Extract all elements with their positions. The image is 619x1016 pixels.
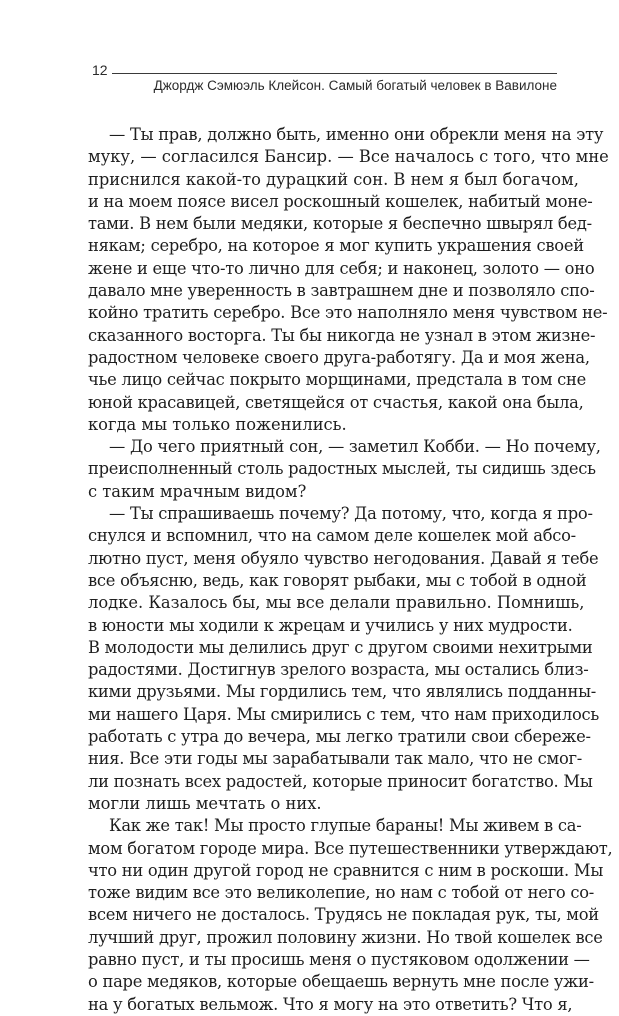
text-line: койно тратить серебро. Все это наполняло меня чувством не- <box>88 303 608 323</box>
text-line: работать с утра до вечера, мы легко тратили свои сбереже- <box>88 727 591 747</box>
text-line: някам; серебро, на которое я мог купить украшения своей <box>88 236 584 256</box>
text-line: когда мы только поженились. <box>88 414 347 434</box>
text-line: могли лишь мечтать о них. <box>88 793 322 813</box>
text-line: все объясню, ведь, как говорят рыбаки, мы с тобой в одной <box>88 570 587 590</box>
text-line: Как же так! Мы просто глупые бараны! Мы живем в са- <box>109 816 582 836</box>
header-rule <box>112 73 557 74</box>
text-line: тами. В нем были медяки, которые я беспечно швырял бед- <box>88 214 592 234</box>
text-line: всем ничего не досталось. Трудясь не покладая рук, ты, мой <box>88 905 599 925</box>
text-line: лютно пуст, меня обуяло чувство негодования. Давай я тебе <box>88 548 599 568</box>
body-text <box>88 124 613 1016</box>
text-line: с таким мрачным видом? <box>88 481 307 501</box>
text-line: на у богатых вельмож. Что я могу на это ответить? Что я, <box>88 994 573 1014</box>
text-line: муку, — согласился Бансир. — Все началось с того, что мне <box>88 147 609 167</box>
page-header <box>92 62 557 102</box>
text-line: жене и еще что-то лично для себя; и наконец, золото — оно <box>88 258 595 278</box>
text-line: мом богатом городе мира. Все путешественники утверждают, <box>88 838 613 858</box>
text-line: — Ты спрашиваешь почему? Да потому, что, когда я про- <box>109 504 593 524</box>
text-line: приснился какой-то дурацкий сон. В нем я был богачом, <box>88 169 579 189</box>
text-line: о паре медяков, которые обещаешь вернуть мне после ужи- <box>88 972 594 992</box>
text-line: В молодости мы делились друг с другом своими нехитрыми <box>88 637 593 657</box>
text-line: тоже видим все это великолепие, но нам с тобой от него со- <box>88 883 595 903</box>
text-line: — До чего приятный сон, — заметил Кобби. — Но почему, <box>109 437 601 457</box>
text-line: лодке. Казалось бы, мы все делали правильно. Помнишь, <box>88 593 585 613</box>
text-line: ли познать всех радостей, которые приносит богатство. Мы <box>88 771 593 791</box>
running-title: Джордж Сэмюэль Клейсон. Самый богатый человек в Вавилоне <box>153 78 557 93</box>
text-line: ния. Все эти годы мы зарабатывали так мало, что не смог- <box>88 749 583 769</box>
text-line: юной красавицей, светящейся от счастья, какой она была, <box>88 392 584 412</box>
text-line: сказанного восторга. Ты бы никогда не узнал в этом жизне- <box>88 325 596 345</box>
text-line: и на моем поясе висел роскошный кошелек, набитый моне- <box>88 191 593 211</box>
text-line: радостном человеке своего друга-работягу. Да и моя жена, <box>88 347 590 367</box>
text-line: лучший друг, прожил половину жизни. Но твой кошелек все <box>88 927 603 947</box>
text-line: кими друзьями. Мы гордились тем, что являлись подданны- <box>88 682 597 702</box>
text-line: снулся и вспомнил, что на самом деле кошелек мой абсо- <box>88 526 576 546</box>
text-line: — Ты прав, должно быть, именно они обрекли меня на эту <box>109 125 604 144</box>
text-line: в юности мы ходили к жрецам и учились у них мудрости. <box>88 615 573 635</box>
text-line: ми нашего Царя. Мы смирились с тем, что нам приходилось <box>88 704 600 724</box>
page-number: 12 <box>92 62 108 78</box>
text-line: преисполненный столь радостных мыслей, ты сидишь здесь <box>88 459 596 479</box>
text-line: чье лицо сейчас покрыто морщинами, предстала в том сне <box>88 370 587 390</box>
text-line: что ни один другой город не сравнится с ним в роскоши. Мы <box>88 860 604 880</box>
text-line: радостями. Достигнув зрелого возраста, мы остались близ- <box>88 660 589 680</box>
text-line: давало мне уверенность в завтрашнем дне и позволяло спо- <box>88 281 595 301</box>
text-line: равно пуст, и ты просишь меня о пустяковом одолжении — <box>88 949 590 969</box>
